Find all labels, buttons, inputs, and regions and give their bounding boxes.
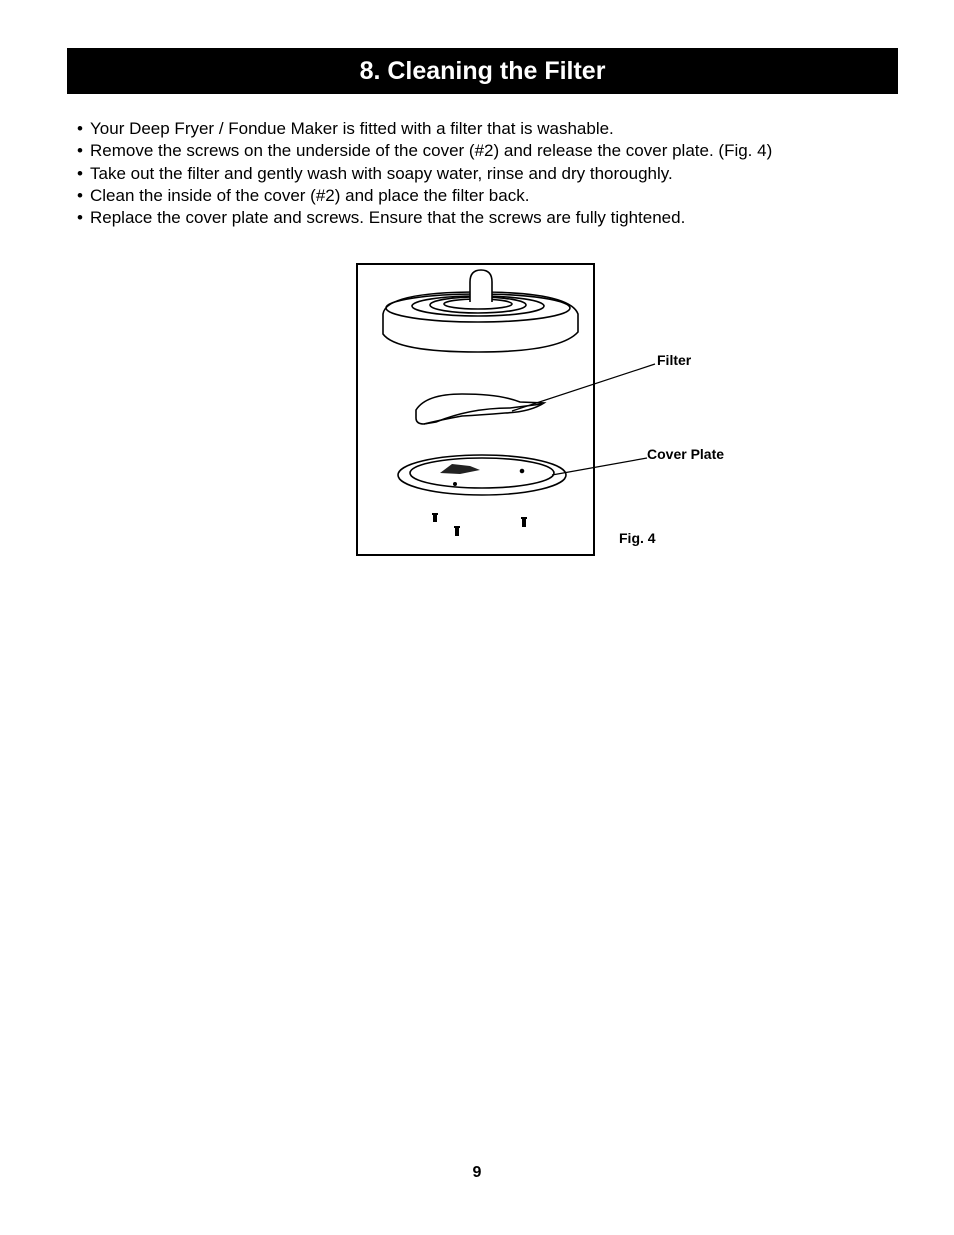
figure-frame: [357, 264, 594, 555]
figure-caption: Fig. 4: [619, 530, 656, 546]
bullet-icon: •: [77, 141, 83, 161]
bullet-icon: •: [77, 185, 83, 205]
cover-plate-leader-line: [552, 458, 647, 475]
cover-lid-drawing: [383, 270, 578, 352]
section-title: 8. Cleaning the Filter: [359, 56, 606, 85]
bullet-icon: •: [77, 208, 83, 228]
filter-label: Filter: [657, 352, 692, 368]
instruction-item: • Remove the screws on the underside of the cover (#2) and release the cover plate. (Fig. 4): [77, 140, 772, 162]
cover-plate-drawing: [398, 455, 566, 495]
bullet-icon: •: [77, 163, 83, 183]
instruction-item: • Replace the cover plate and screws. Ensure that the screws are fully tightened.: [77, 207, 772, 229]
screws-drawing: [432, 513, 527, 536]
filter-leader-line: [512, 364, 655, 411]
instruction-item: • Clean the inside of the cover (#2) and place the filter back.: [77, 185, 772, 207]
filter-drawing: [416, 394, 544, 424]
bullet-icon: •: [77, 119, 83, 138]
cover-plate-label: Cover Plate: [647, 446, 725, 462]
section-title-bar: [67, 48, 898, 94]
instruction-item: • Take out the filter and gently wash with soapy water, rinse and dry thoroughly.: [77, 163, 772, 185]
instruction-item: • Your Deep Fryer / Fondue Maker is fitted with a filter that is washable.: [77, 118, 772, 140]
page-number: 9: [472, 1164, 482, 1181]
instruction-list: [77, 118, 772, 229]
